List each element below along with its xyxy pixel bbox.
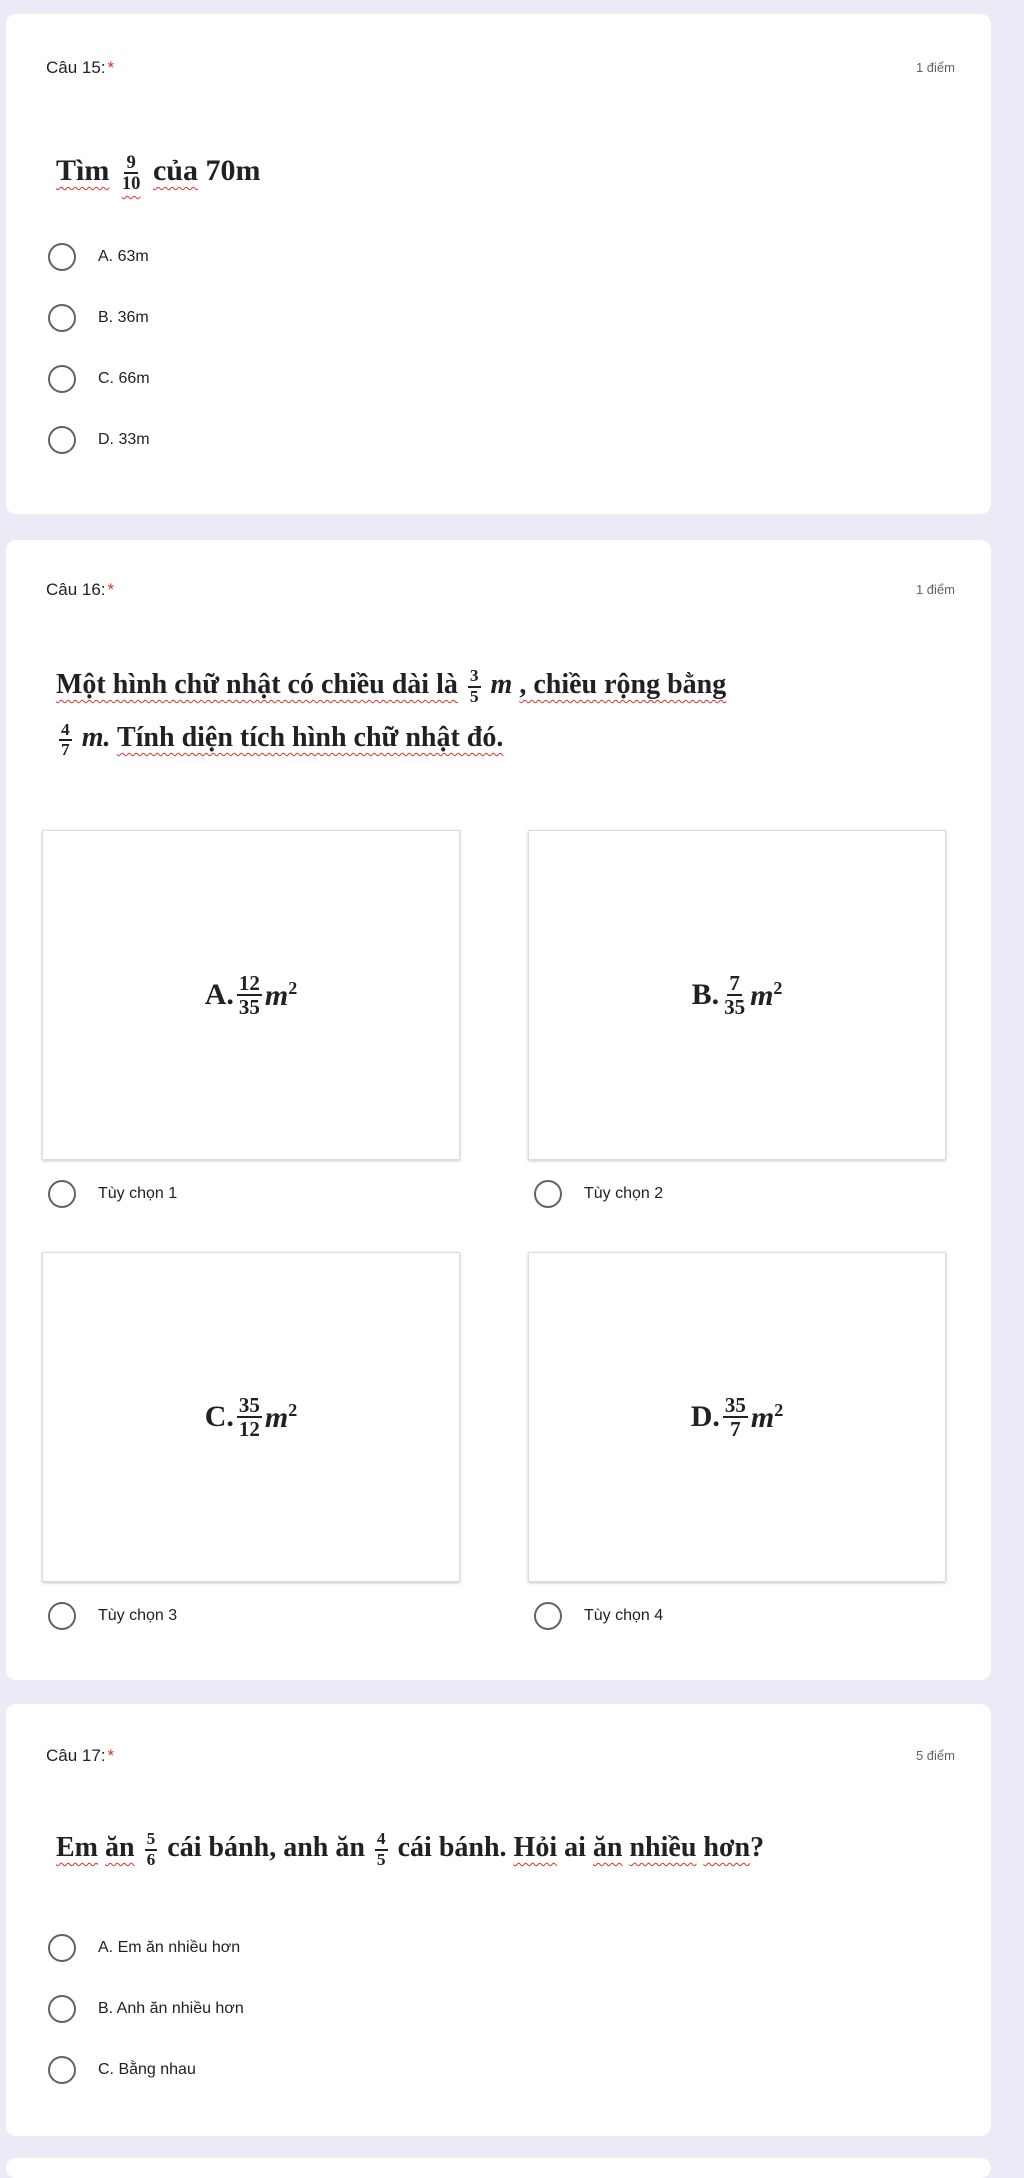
question-line-1: Một hình chữ nhật có chiều dài là	[56, 669, 458, 700]
radio-button[interactable]	[48, 304, 76, 332]
choice-image-d	[528, 1252, 946, 1582]
unit: m	[490, 669, 513, 700]
question-word: 70m	[205, 154, 261, 187]
option-b[interactable]	[48, 300, 149, 336]
choice-formula: C. $\frac{35}{12}$ $m^2$	[204, 1392, 298, 1441]
choice-formula: B. $\frac{7}{35}$ $m^2$	[691, 970, 783, 1019]
question-text	[56, 152, 951, 194]
fraction: $\frac{7}{35}$	[724, 970, 746, 1019]
option-3[interactable]	[48, 1598, 177, 1634]
choice-image-b	[528, 830, 946, 1160]
question-number: Câu 15: *	[46, 58, 115, 77]
option-label: C. 66m	[98, 370, 150, 387]
fraction: $\frac{35}{12}$	[238, 1392, 260, 1441]
question-header	[46, 1746, 955, 1768]
radio-button[interactable]	[534, 1180, 562, 1208]
question-points: 1 điểm	[915, 582, 955, 597]
option-4[interactable]	[534, 1598, 663, 1634]
radio-button[interactable]	[48, 1602, 76, 1630]
fraction: $\frac{5}{6}$	[146, 1829, 156, 1869]
question-text: Em ăn $\frac{5}{6}$ cái bánh, anh ăn $\frac{4}{5}$ cái bánh. Hỏi ai ăn nhiều hơn?	[56, 1829, 765, 1869]
fraction: $\frac{3}{5}$	[469, 666, 479, 706]
unit: m.	[81, 722, 111, 754]
required-asterisk: *	[107, 58, 115, 77]
option-label: B. Anh ăn nhiều hơn	[98, 2000, 244, 2017]
question-text	[56, 658, 951, 764]
radio-button[interactable]	[48, 2056, 76, 2084]
option-label: C. Bằng nhau	[98, 2061, 196, 2078]
option-c[interactable]	[48, 2052, 196, 2088]
option-1[interactable]	[48, 1176, 177, 1212]
question-points: 1 điểm	[915, 60, 955, 75]
question-header	[46, 580, 955, 602]
option-label: Tùy chọn 1	[98, 1185, 178, 1202]
option-label: A. Em ăn nhiều hơn	[98, 1939, 241, 1956]
next-card-edge	[6, 2158, 991, 2178]
fraction: $\frac{35}{7}$	[724, 1392, 746, 1441]
radio-button[interactable]	[48, 1995, 76, 2023]
option-label: A. 63m	[98, 248, 149, 265]
fraction: $\frac{12}{35}$	[238, 970, 260, 1019]
question-number: Câu 16: *	[46, 580, 115, 599]
question-word: Tìm	[56, 154, 110, 187]
question-card-16	[6, 540, 991, 1680]
radio-button[interactable]	[534, 1602, 562, 1630]
option-b[interactable]	[48, 1991, 244, 2027]
required-asterisk: *	[107, 580, 115, 599]
option-label: Tùy chọn 2	[584, 1185, 664, 1202]
radio-button[interactable]	[48, 1934, 76, 1962]
fraction: $\frac{9}{10}$	[121, 151, 141, 195]
option-label: D. 33m	[98, 431, 150, 448]
question-card-17	[6, 1704, 991, 2136]
option-2[interactable]	[534, 1176, 663, 1212]
option-label: Tùy chọn 4	[584, 1607, 664, 1624]
radio-button[interactable]	[48, 243, 76, 271]
fraction: $\frac{4}{5}$	[376, 1829, 386, 1869]
question-card-15	[6, 14, 991, 514]
option-c[interactable]	[48, 361, 150, 397]
radio-button[interactable]	[48, 1180, 76, 1208]
choice-formula: D. $\frac{35}{7}$ $m^2$	[690, 1392, 784, 1441]
choice-image-c	[42, 1252, 460, 1582]
radio-button[interactable]	[48, 426, 76, 454]
question-word: của	[152, 154, 198, 187]
question-header	[46, 58, 955, 80]
option-d[interactable]	[48, 422, 150, 458]
choice-formula: A. $\frac{12}{35}$ $m^2$	[204, 970, 298, 1019]
option-a[interactable]	[48, 1930, 240, 1966]
fraction: $\frac{4}{7}$	[61, 719, 70, 759]
question-number: Câu 17: *	[46, 1746, 115, 1765]
question-line-2: Tính diện tích hình chữ nhật đó.	[116, 722, 504, 754]
radio-button[interactable]	[48, 365, 76, 393]
question-points: 5 điểm	[915, 1748, 955, 1763]
question-line-1-end: , chiều rộng bằng	[519, 669, 727, 700]
option-label: B. 36m	[98, 309, 149, 326]
choice-image-a	[42, 830, 460, 1160]
option-a[interactable]	[48, 239, 149, 275]
option-label: Tùy chọn 3	[98, 1607, 178, 1624]
required-asterisk: *	[107, 1746, 115, 1765]
